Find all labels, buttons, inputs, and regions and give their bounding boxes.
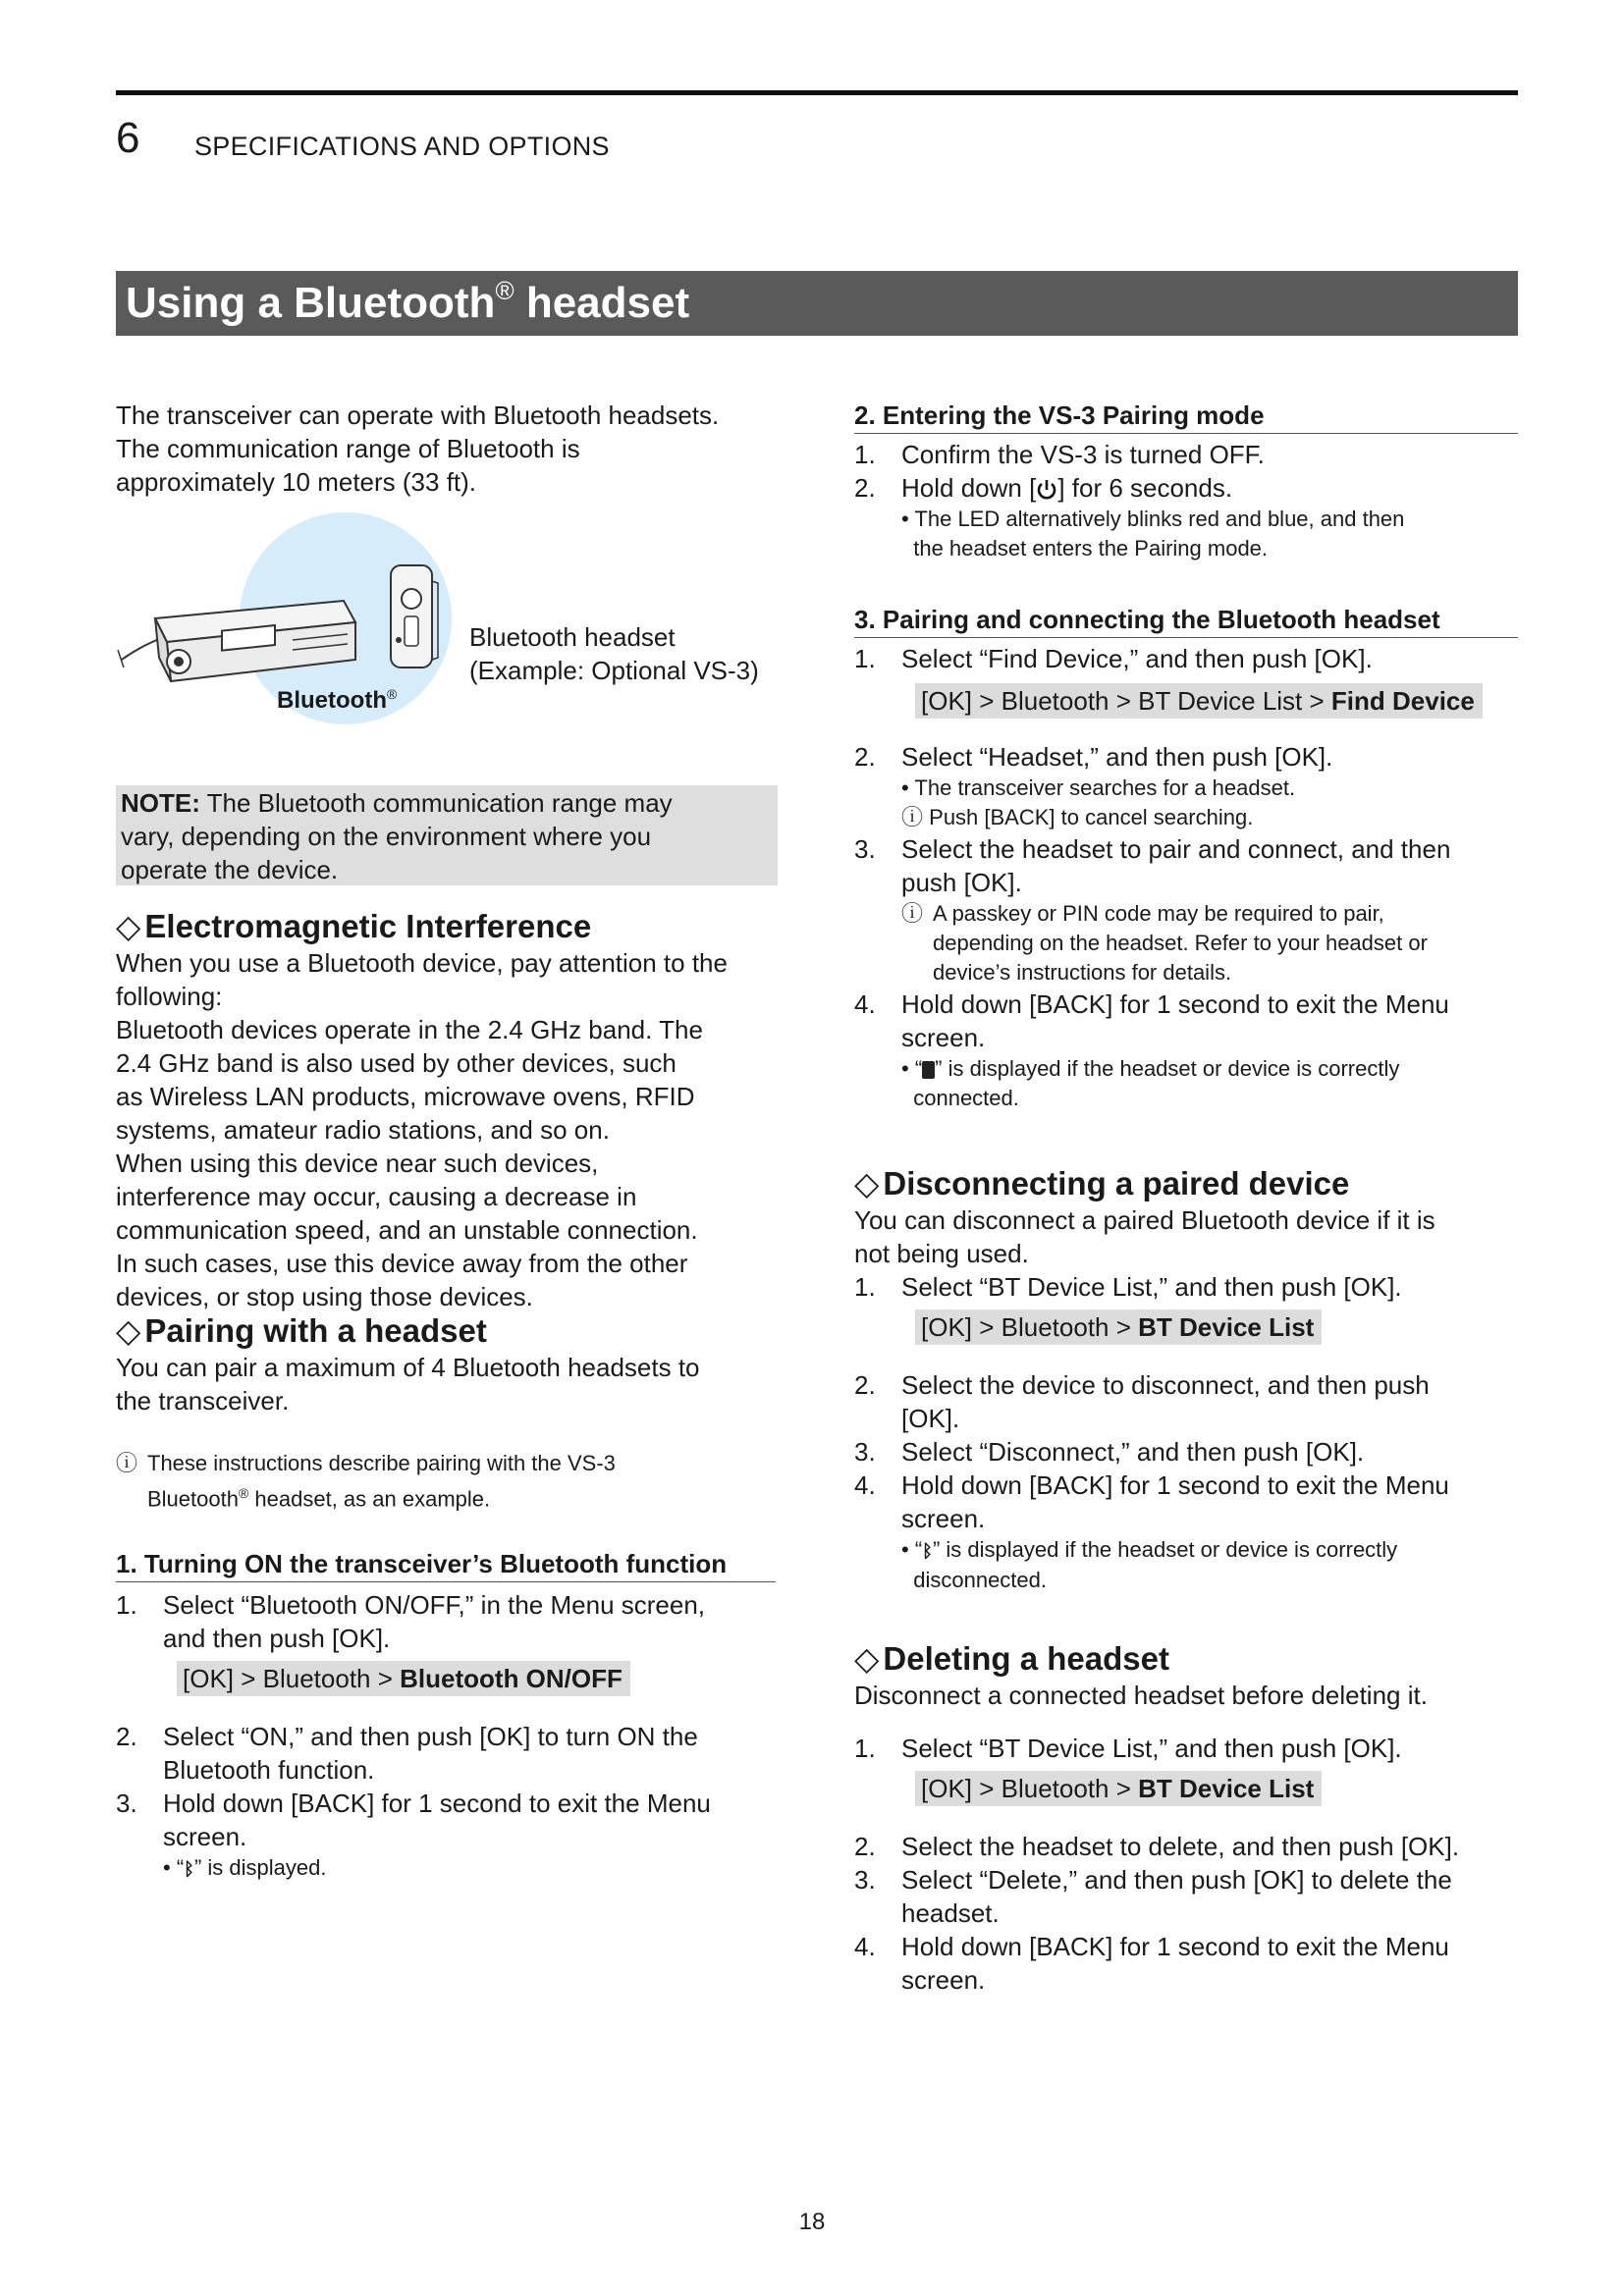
headset-connected-icon xyxy=(922,1061,935,1079)
bullet-item: • “ᛒ” is displayed if the headset or device is correctly disconnected. xyxy=(901,1537,1398,1593)
diamond-icon: ◇ xyxy=(854,1640,880,1677)
note-text: NOTE: The Bluetooth communication range may vary, depending on the environment where you operate the device. xyxy=(121,788,673,884)
list-item: 1. Select “Bluetooth ON/OFF,” in the Menu screen, and then push [OK]. xyxy=(116,1590,706,1653)
list-item: 2. Hold down [ ] for 6 seconds. xyxy=(854,473,1233,503)
list-item: 1. Select “BT Device List,” and then push [OK]. xyxy=(854,1734,1402,1763)
info-icon: ⓘ xyxy=(901,805,924,829)
pairing-info-note: ⓘ These instructions describe pairing with the VS-3 Bluetooth® headset, as an example. xyxy=(116,1451,616,1512)
list-item: 3. Select the headset to pair and connect, and then push [OK]. xyxy=(854,834,1451,897)
emi-section: ◇ Electromagnetic Interference When you use a Bluetooth device, pay attention to the following: Bluetooth devices operate in the 2.4 GHz band. The 2.4 GHz band is also used by other devices, such as Wireless LAN products, microwave ovens, RFID systems, amateur radio stations, and so on. When using this device near such devices, interference may occur, causing a decrease in communication speed, and an unstable connection. In such cases, use this device away from the other devices, or stop using those devices. xyxy=(116,907,780,1313)
info-note: ⓘ Push [BACK] to cancel searching. xyxy=(901,805,1254,829)
diamond-icon: ◇ xyxy=(116,1312,141,1349)
step1-section xyxy=(116,1547,776,1884)
section-title-bar xyxy=(116,271,1518,336)
header-rule xyxy=(116,90,1518,95)
list-item: 2. Select the headset to delete, and then push [OK]. xyxy=(854,1832,1460,1861)
list-item: 3. Hold down [BACK] for 1 second to exit the Menu screen. xyxy=(116,1789,711,1851)
emi-heading: ◇ Electromagnetic Interference xyxy=(116,908,592,944)
menu-path: [OK] > Bluetooth > Bluetooth ON/OFF xyxy=(177,1661,630,1696)
note-box xyxy=(116,785,778,885)
step1-heading: 1. Turning ON the transceiver’s Bluetooth function xyxy=(116,1547,776,1582)
disconnect-section: ◇ Disconnecting a paired device You can disconnect a paired Bluetooth device if it is not being used. 1. Select “BT Device List,” and then push [OK]. [OK] > Bluetooth > BT Device List 2. Select the device to disconnect, and then push [OK]. 3. Select “Disconnect,” and then push [OK]. 4. Hold down [BACK] for 1 second to exit the Menu screen. • “ᛒ” is displayed if the headset or device is correctly disconnected. xyxy=(854,1164,1518,1595)
intro-paragraph: The transceiver can operate with Bluetooth headsets. The communication range of Bluetooth is approximately 10 meters (33 ft). xyxy=(116,400,720,497)
diamond-icon: ◇ xyxy=(116,908,141,944)
list-item: 3. Select “Disconnect,” and then push [OK]. xyxy=(854,1437,1365,1467)
bullet-item: • “ ” is displayed if the headset or device is correctly connected. xyxy=(901,1056,1400,1110)
pairing-section: ◇ Pairing with a headset You can pair a maximum of 4 Bluetooth headsets to the transceiver. xyxy=(116,1311,780,1417)
bullet-item: • The LED alternatively blinks red and blue, and then the headset enters the Pairing mode. xyxy=(901,507,1405,561)
list-item: 3. Select “Delete,” and then push [OK] to delete the headset. xyxy=(854,1865,1452,1928)
list-item: 2. Select the device to disconnect, and then push [OK]. xyxy=(854,1370,1430,1433)
info-icon: ⓘ xyxy=(901,901,924,926)
diamond-icon: ◇ xyxy=(854,1165,880,1201)
chapter-number: 6 xyxy=(116,114,140,162)
list-item: 4. Hold down [BACK] for 1 second to exit the Menu screen. xyxy=(854,1932,1449,1995)
list-item: 1. Select “Find Device,” and then push [OK]. xyxy=(854,644,1373,673)
disconnect-heading: ◇ Disconnecting a paired device xyxy=(854,1165,1350,1201)
bullet-item: • The transceiver searches for a headset. xyxy=(901,775,1296,800)
step2-section xyxy=(854,399,1518,563)
page-number: 18 xyxy=(798,2209,826,2235)
menu-path: [OK] > Bluetooth > BT Device List > Find Device xyxy=(915,683,1483,719)
menu-path: [OK] > Bluetooth > BT Device List xyxy=(915,1771,1322,1806)
deleting-heading: ◇ Deleting a headset xyxy=(854,1640,1169,1677)
illustration-caption: Bluetooth headset (Example: Optional VS-3) xyxy=(469,622,759,685)
info-icon: ⓘ xyxy=(116,1451,138,1475)
menu-path: [OK] > Bluetooth > BT Device List xyxy=(915,1309,1322,1345)
power-icon xyxy=(1036,478,1057,502)
section-title: Using a Bluetooth® headset xyxy=(126,276,690,327)
pairing-heading: ◇ Pairing with a headset xyxy=(116,1312,487,1349)
info-note: ⓘ A passkey or PIN code may be required to pair, depending on the headset. Refer to your headset or device’s instructions for details. xyxy=(901,901,1428,985)
step3-heading: 3. Pairing and connecting the Bluetooth headset xyxy=(854,603,1518,638)
bluetooth-icon: ᛒ xyxy=(184,1859,194,1880)
list-item: 1. Confirm the VS-3 is turned OFF. xyxy=(854,440,1265,469)
chapter-title: SPECIFICATIONS AND OPTIONS xyxy=(194,132,610,161)
list-item: 4. Hold down [BACK] for 1 second to exit the Menu screen. xyxy=(854,989,1449,1052)
list-item: 2. Select “Headset,” and then push [OK]. xyxy=(854,742,1333,772)
step2-heading: 2. Entering the VS-3 Pairing mode xyxy=(854,399,1518,434)
bluetooth-label: Bluetooth® xyxy=(277,686,398,714)
deleting-section: ◇ Deleting a headset Disconnect a connected headset before deleting it. 1. Select “BT Device List,” and then push [OK]. [OK] > Bluetooth > BT Device List 2. Select the headset to delete, and then push [OK]. 3. Select “Delete,” and then push [OK] to delete the headset. 4. Hold down [BACK] for 1 second to exit the Menu screen. xyxy=(854,1639,1518,1997)
list-item: 4. Hold down [BACK] for 1 second to exit the Menu screen. xyxy=(854,1470,1449,1533)
bullet-item: • “ᛒ” is displayed. xyxy=(116,1853,776,1884)
bluetooth-icon: ᛒ xyxy=(922,1541,933,1562)
list-item: 2. Select “ON,” and then push [OK] to turn ON the Bluetooth function. xyxy=(116,1722,698,1785)
step3-section xyxy=(854,603,1518,1113)
list-item: 1. Select “BT Device List,” and then push [OK]. xyxy=(854,1272,1402,1302)
